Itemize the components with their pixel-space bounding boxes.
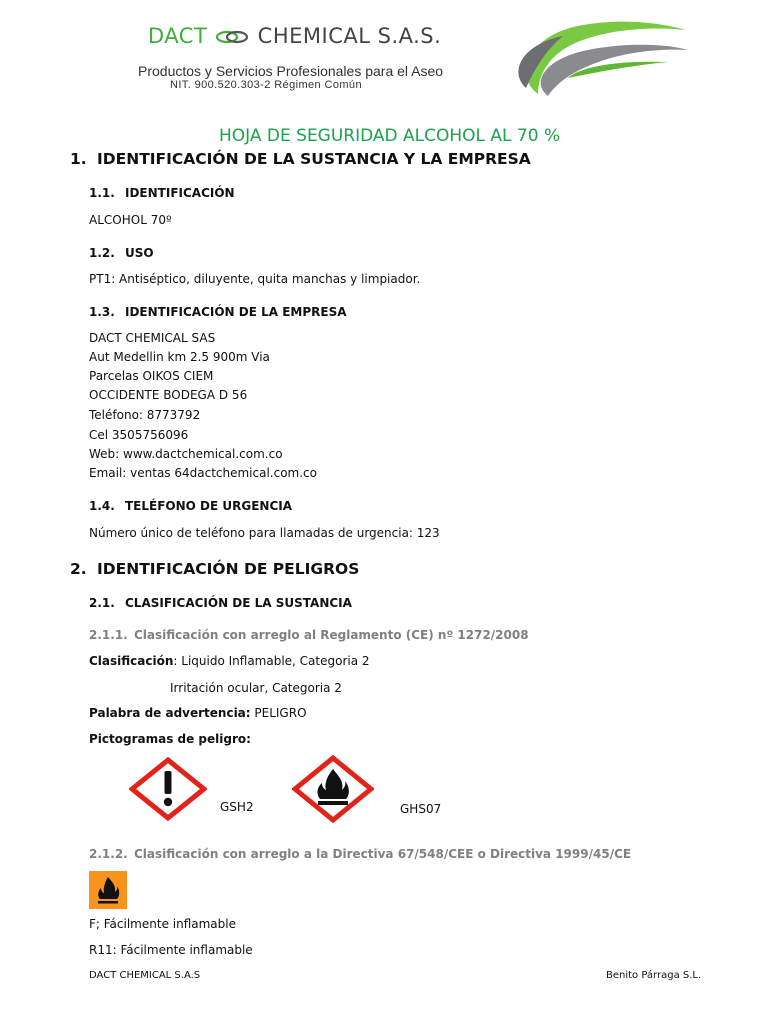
signal-word-line <box>89 706 307 720</box>
flammable-symbol-icon <box>89 871 127 909</box>
signal-word-value: PELIGRO <box>250 706 307 720</box>
classification-label: Clasificación <box>89 654 174 668</box>
pictogram-1-label: GSH2 <box>220 800 254 814</box>
classification-value: : Liquido Inflamable, Categoria 2 <box>173 654 370 668</box>
pictograms-label: Pictogramas de peligro: <box>89 732 251 746</box>
section-1-2-number: 1.2. <box>89 246 115 260</box>
company-phone: Teléfono: 8773792 <box>89 408 201 422</box>
brand-right: CHEMICAL S.A.S. <box>257 24 442 48</box>
brand-left: DACT <box>148 24 208 48</box>
section-1-1-number: 1.1. <box>89 186 115 200</box>
section-2-1-title: CLASIFICACIÓN DE LA SUSTANCIA <box>125 596 352 610</box>
company-line: Aut Medellin km 2.5 900m Via <box>89 350 270 364</box>
company-line: DACT CHEMICAL SAS <box>89 331 216 345</box>
company-line: OCCIDENTE BODEGA D 56 <box>89 388 248 402</box>
pictogram-2-label: GHS07 <box>400 802 442 816</box>
company-cell: Cel 3505756096 <box>89 428 189 442</box>
substance-name: ALCOHOL 70º <box>89 213 172 227</box>
section-2-1-2-number: 2.1.2. <box>89 847 128 861</box>
section-1-2-title: USO <box>125 246 154 260</box>
exclamation-hazard-icon <box>129 757 207 821</box>
footer-right: Benito Párraga S.L. <box>606 970 702 981</box>
f-classification-text: F; Fácilmente inflamable <box>89 917 236 931</box>
section-2-1-1-number: 2.1.1. <box>89 628 128 642</box>
section-1-number: 1. <box>70 150 87 168</box>
flame-hazard-icon <box>292 755 374 823</box>
page-title: HOJA DE SEGURIDAD ALCOHOL AL 70 % <box>219 126 561 146</box>
company-tagline: Productos y Servicios Profesionales para el Aseo <box>138 63 444 79</box>
classification-line <box>89 654 370 668</box>
company-nit: NIT. 900.520.303-2 Régimen Común <box>170 79 362 91</box>
r11-classification-text: R11: Fácilmente inflamable <box>89 943 253 957</box>
section-1-1-title: IDENTIFICACIÓN <box>125 186 235 200</box>
classification-value-2: Irritación ocular, Categoria 2 <box>170 681 342 695</box>
chain-link-icon <box>215 29 249 45</box>
company-line: Parcelas OIKOS CIEM <box>89 369 214 383</box>
section-2-number: 2. <box>70 560 87 578</box>
section-1-4-number: 1.4. <box>89 499 115 513</box>
section-1-title: IDENTIFICACIÓN DE LA SUSTANCIA Y LA EMPRESA <box>97 150 531 168</box>
swoosh-logo-icon <box>508 16 690 98</box>
section-2-1-number: 2.1. <box>89 596 115 610</box>
company-web: Web: www.dactchemical.com.co <box>89 447 283 461</box>
signal-word-label: Palabra de advertencia: <box>89 706 251 720</box>
use-text: PT1: Antiséptico, diluyente, quita manchas y limpiador. <box>89 272 421 286</box>
section-1-3-number: 1.3. <box>89 305 115 319</box>
footer-left: DACT CHEMICAL S.A.S <box>89 970 201 981</box>
section-2-1-1-title: Clasificación con arreglo al Reglamento (CE) nº 1272/2008 <box>134 628 529 642</box>
company-email: Email: ventas 64dactchemical.com.co <box>89 466 317 480</box>
section-1-4-title: TELÉFONO DE URGENCIA <box>125 499 293 513</box>
section-1-3-title: IDENTIFICACIÓN DE LA EMPRESA <box>125 305 347 319</box>
emergency-phone-text: Número único de teléfono para llamadas de urgencia: 123 <box>89 526 440 540</box>
section-2-title: IDENTIFICACIÓN DE PELIGROS <box>97 560 360 578</box>
section-2-1-2-title: Clasificación con arreglo a la Directiva 67/548/CEE o Directiva 1999/45/CE <box>134 847 632 861</box>
company-name <box>148 24 441 48</box>
